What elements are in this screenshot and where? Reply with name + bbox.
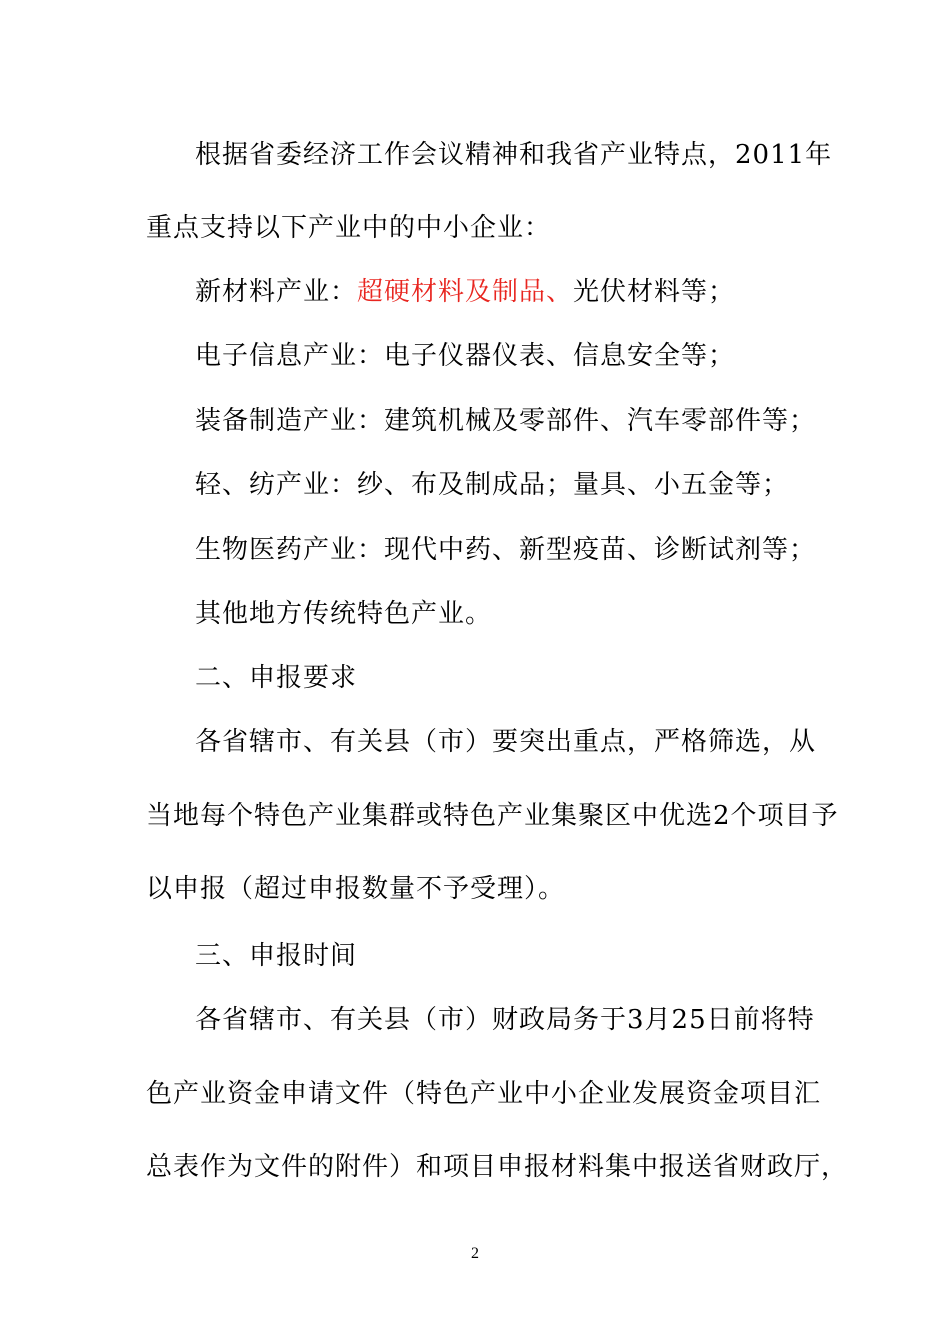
page-number: 2	[471, 1245, 479, 1262]
industry-item-textile: 轻、纺产业：纱、布及制成品；量具、小五金等；	[195, 470, 790, 500]
paragraph-line: 色产业资金申请文件（特色产业中小企业发展资金项目汇	[146, 1079, 822, 1109]
highlighted-text: 超硬材料及制品、	[357, 277, 574, 307]
paragraph-line: 当地每个特色产业集群或特色产业集聚区中优选2个项目予	[146, 801, 839, 831]
paragraph-line: 各省辖市、有关县（市）财政局务于3月25日前将特	[195, 1005, 815, 1035]
item-prefix: 新材料产业：	[195, 277, 358, 307]
industry-item-biomedicine: 生物医药产业：现代中药、新型疫苗、诊断试剂等；	[195, 535, 817, 565]
industry-item-equipment: 装备制造产业：建筑机械及零部件、汽车零部件等；	[195, 406, 817, 436]
section-heading: 三、申报时间	[195, 941, 358, 971]
paragraph-line: 重点支持以下产业中的中小企业：	[146, 213, 552, 243]
section-heading: 二、申报要求	[195, 663, 358, 693]
industry-item-new-materials	[195, 276, 735, 308]
item-suffix: 光伏材料等；	[573, 277, 736, 307]
industry-item-other: 其他地方传统特色产业。	[195, 599, 493, 629]
paragraph-line: 各省辖市、有关县（市）要突出重点，严格筛选，从	[195, 727, 817, 757]
industry-item-electronics: 电子信息产业：电子仪器仪表、信息安全等；	[195, 341, 736, 371]
paragraph-line: 总表作为文件的附件）和项目申报材料集中报送省财政厅，	[146, 1152, 849, 1182]
paragraph-line: 根据省委经济工作会议精神和我省产业特点，2011年	[195, 140, 833, 170]
paragraph-line: 以申报（超过申报数量不予受理）。	[146, 874, 566, 904]
